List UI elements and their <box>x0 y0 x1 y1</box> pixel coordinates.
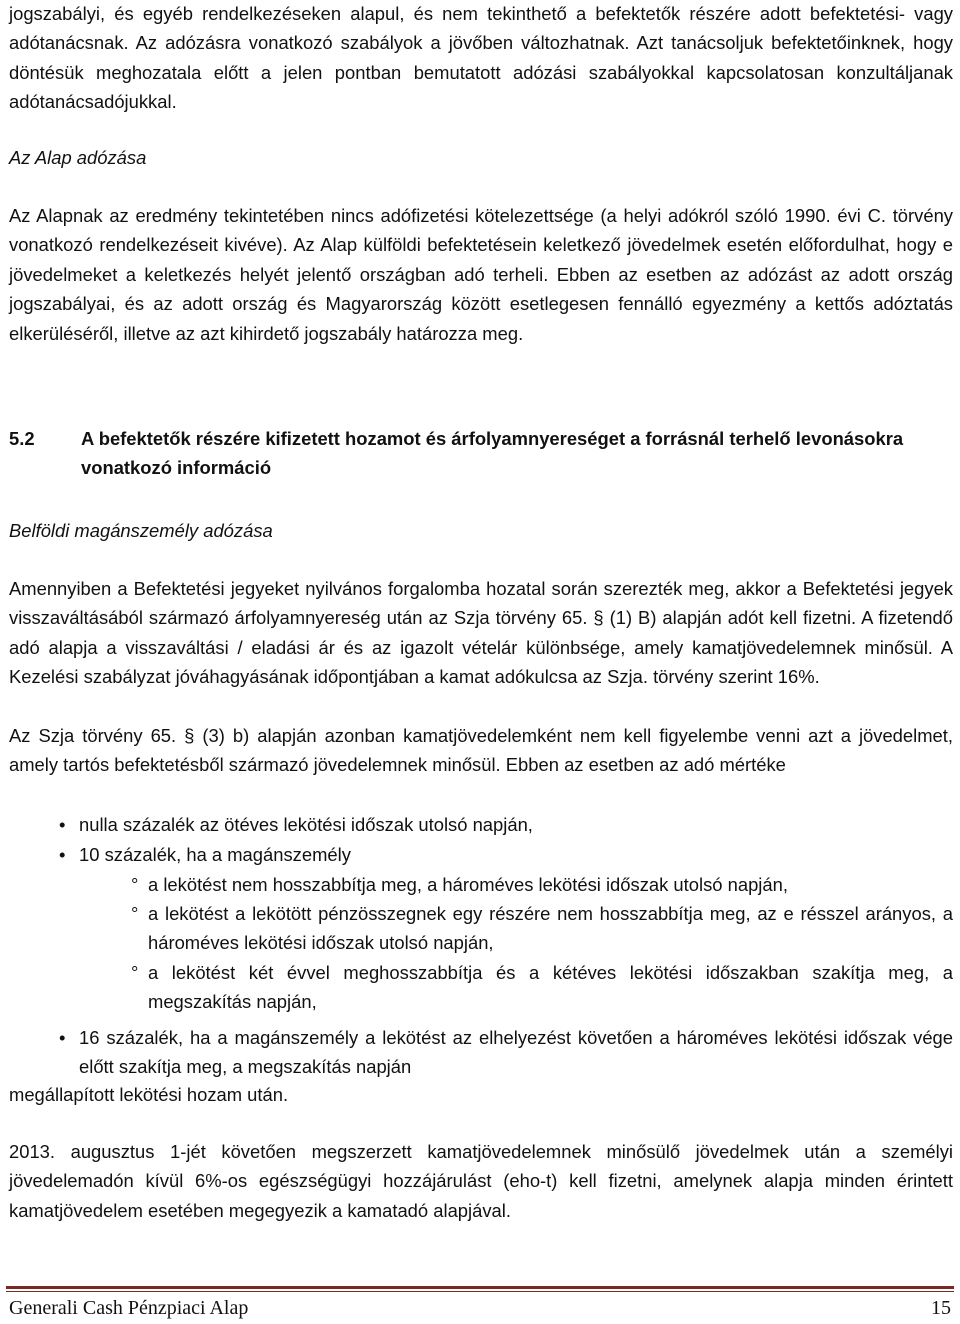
section-title: A befektetők részére kifizetett hozamot és árfolyamnyereséget a forrásnál terhelő levonásokra vonatkozó információ <box>81 428 904 479</box>
sub-list-item-text: a lekötést két évvel meghosszabbítja és a kétéves lekötési időszakban szakítja meg, a megszakítás napján, <box>148 962 953 1013</box>
sub-list-item <box>131 899 953 958</box>
sub-list-item-text: a lekötést nem hosszabbítja meg, a hároméves lekötési időszak utolsó napján, <box>148 874 788 895</box>
fund-tax-heading: Az Alap adózása <box>9 147 147 168</box>
list-item-text: 10 százalék, ha a magánszemély <box>79 844 351 865</box>
bullet-mark: • <box>59 814 66 835</box>
sub-list-item-text: a lekötést a lekötött pénzösszegnek egy részére nem hosszabbítja meg, az e résszel arányos, a hároméves lekötési időszak utolsó napján, <box>148 903 953 954</box>
footer-title: Generali Cash Pénzpiaci Alap <box>9 1297 249 1319</box>
list-item-zero-percent <box>59 810 953 839</box>
domestic-tax-para1: Amennyiben a Befektetési jegyeket nyilvános forgalomba hozatal során szerezték meg, akkor a Befektetési jegyek visszaváltásából származó árfolyamnyereség után az Szja törvény 65. § (1) B) alapján adót kell fizetni. A fizetendő adó alapja a visszaváltási / eladási ár és az igazolt vételár különbsége, amely kamatjövedelemnek minősül. A Kezelési szabályzat jóváhagyásának időpontjában a kamat adókulcsa az Szja. törvény szerint 16%. <box>9 578 953 688</box>
domestic-tax-heading: Belföldi magánszemély adózása <box>9 520 273 541</box>
sub-bullet-mark: ° <box>131 903 139 924</box>
page-number: 15 <box>931 1297 951 1319</box>
bullet-mark: • <box>59 844 66 865</box>
sub-list-item <box>131 958 953 1017</box>
footer-rule <box>6 1286 954 1289</box>
list-item-text: nulla százalék az ötéves lekötési időszak utolsó napján, <box>79 814 533 835</box>
list-item-ten-percent <box>59 840 953 869</box>
closing-line: megállapított lekötési hozam után. <box>9 1084 289 1105</box>
domestic-tax-para2: Az Szja törvény 65. § (3) b) alapján azonban kamatjövedelemként nem kell figyelembe venni azt a jövedelmet, amely tartós befektetésből származó jövedelemnek minősül. Ebben az esetben az adó mértéke <box>9 725 953 776</box>
intro-paragraph: jogszabályi, és egyéb rendelkezéseken alapul, és nem tekinthető a befektetők részére adott befektetési- vagy adótanácsnak. Az adózásra vonatkozó szabályok a jövőben változhatnak. Azt tanácsoljuk befektetőinknek, hogy döntésük meghozatala előtt a jelen pontban bemutatott adózási szabályokkal kapcsolatosan konzultáljanak adótanácsadójukkal. <box>9 3 953 113</box>
sub-bullet-mark: ° <box>131 874 139 895</box>
fund-tax-body: Az Alapnak az eredmény tekintetében nincs adófizetési kötelezettsége (a helyi adókról szóló 1990. évi C. törvény vonatkozó rendelkezéseit kivéve). Az Alap külföldi befektetésein keletkező jövedelmek esetén előfordulhat, hogy e jövedelmeket a keletkezés helyét jelentő országban adó terheli. Ebben az esetben az adózást az adott ország jogszabályai, és az adott ország és Magyarország között esetlegesen fennálló egyezmény a kettős adóztatás elkerüléséről, illetve az azt kihirdető jogszabály határozza meg. <box>9 205 953 344</box>
section-number: 5.2 <box>9 428 35 449</box>
sub-list-item <box>131 870 953 899</box>
eho-paragraph: 2013. augusztus 1-jét követően megszerzett kamatjövedelemnek minősülő jövedelmek után a személyi jövedelemadón kívül 6%-os egészségügyi hozzájárulást (eho-t) kell fizetni, amelynek alapja minden érintett kamatjövedelem esetében megegyezik a kamatadó alapjával. <box>9 1141 953 1221</box>
sub-bullet-mark: ° <box>131 962 139 983</box>
footer-rule-thin <box>6 1291 954 1292</box>
bullet-mark: • <box>59 1027 66 1048</box>
list-item-text: 16 százalék, ha a magánszemély a lekötést az elhelyezést követően a hároméves lekötési időszak vége előtt szakítja meg, a megszakítás napján <box>79 1027 953 1078</box>
list-item-sixteen-percent <box>59 1023 953 1082</box>
